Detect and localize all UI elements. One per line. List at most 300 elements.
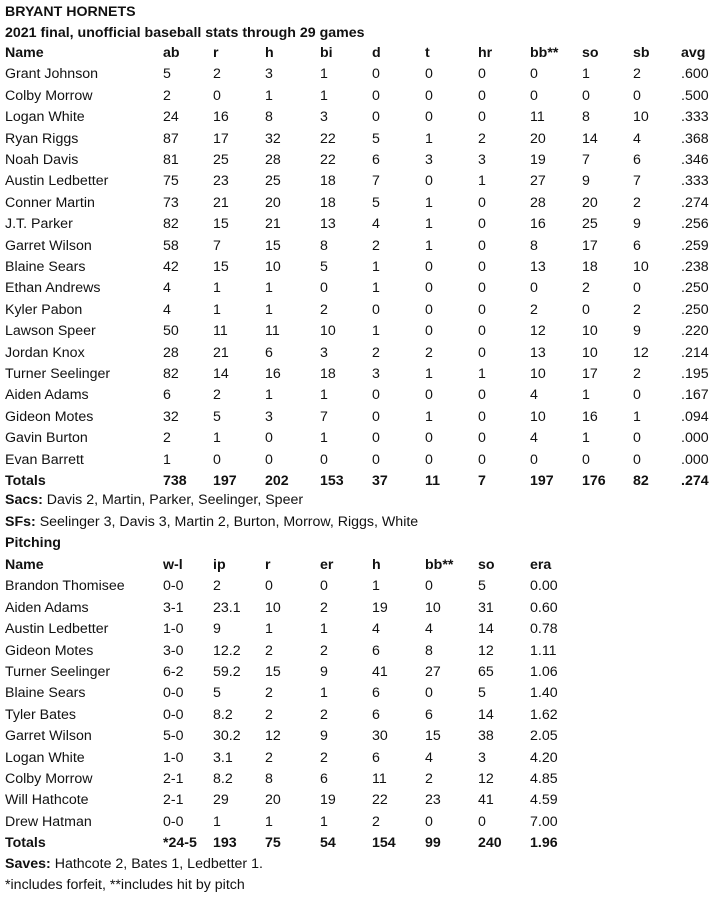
batting-cell: 0 — [478, 194, 486, 211]
pitching-cell: 2 — [265, 706, 273, 723]
batting-cell: .346 — [681, 152, 709, 168]
pitching-cell: 8 — [425, 642, 433, 659]
batting-cell: .259 — [681, 237, 709, 254]
pitching-cell: 2 — [372, 813, 380, 830]
batting-cell: .256 — [681, 216, 709, 233]
pitching-cell: Garret Wilson — [5, 728, 92, 745]
batting-cell: 1 — [478, 173, 486, 190]
batting-cell: 0 — [633, 451, 641, 468]
batting-column-header: avg — [681, 45, 706, 61]
batting-cell: Conner Martin — [5, 194, 95, 211]
batting-cell: 0 — [425, 173, 433, 190]
batting-cell: 1 — [633, 408, 641, 425]
batting-cell: 1 — [265, 387, 273, 404]
batting-cell: 1 — [425, 237, 433, 254]
pitching-cell: 4.20 — [530, 749, 558, 766]
batting-cell: 0 — [372, 451, 380, 468]
batting-cell: Aiden Adams — [5, 387, 89, 404]
batting-cell: 0 — [530, 66, 538, 83]
batting-cell: 0 — [478, 301, 486, 318]
batting-cell: 42 — [163, 259, 179, 275]
pitching-cell: 2-1 — [163, 792, 184, 809]
batting-cell: 0 — [372, 87, 380, 104]
batting-cell: 14 — [213, 366, 229, 382]
batting-cell: 9 — [582, 173, 590, 190]
pitching-cell: 1.96 — [530, 835, 558, 852]
pitching-cell: Turner Seelinger — [5, 664, 111, 680]
batting-cell: Ethan Andrews — [5, 280, 101, 297]
batting-cell: .195 — [681, 366, 709, 382]
pitching-cell: Aiden Adams — [5, 599, 89, 616]
batting-cell: Totals — [5, 473, 46, 489]
batting-cell: 2 — [425, 344, 433, 361]
batting-row — [0, 385, 725, 406]
pitching-cell: 75 — [265, 835, 281, 852]
batting-cell: 20 — [582, 194, 598, 211]
pitching-row — [0, 790, 725, 811]
batting-cell: 1 — [320, 430, 328, 447]
batting-cell: 21 — [213, 194, 229, 211]
batting-cell: 0 — [265, 451, 273, 468]
batting-cell: 13 — [530, 344, 546, 361]
pitching-cell: 12 — [265, 728, 281, 745]
pitching-column-header: w-l — [163, 557, 183, 573]
batting-cell: 28 — [163, 344, 179, 361]
pitching-row — [0, 683, 725, 704]
batting-row — [0, 193, 725, 214]
pitching-cell: 0-0 — [163, 706, 184, 723]
pitching-cell: 22 — [372, 792, 388, 809]
pitching-cell: 23 — [425, 792, 441, 809]
batting-cell: 4 — [163, 301, 171, 318]
pitching-cell: 2 — [320, 749, 328, 766]
pitching-cell: 8.2 — [213, 771, 233, 787]
pitching-cell: 4 — [425, 749, 433, 766]
team-title: BRYANT HORNETS — [5, 4, 136, 20]
batting-cell: 5 — [372, 194, 380, 211]
batting-cell: 73 — [163, 194, 179, 211]
batting-cell: 0 — [478, 408, 486, 425]
pitching-cell: 2 — [265, 642, 273, 659]
batting-cell: Colby Morrow — [5, 87, 93, 104]
pitching-cell: 6 — [372, 749, 380, 766]
batting-cell: 8 — [320, 237, 328, 254]
batting-cell: 19 — [530, 152, 546, 168]
batting-cell: .250 — [681, 280, 709, 297]
batting-cell: 27 — [530, 173, 546, 190]
batting-cell: 3 — [372, 366, 380, 382]
batting-cell: 0 — [372, 109, 380, 126]
batting-cell: 3 — [265, 408, 273, 425]
pitching-cell: Totals — [5, 835, 46, 852]
batting-cell: Gavin Burton — [5, 430, 88, 447]
batting-cell: 6 — [633, 152, 641, 168]
pitching-cell: 15 — [425, 728, 441, 745]
batting-cell: 1 — [425, 130, 433, 147]
batting-cell: 0 — [265, 430, 273, 447]
pitching-column-header: er — [320, 557, 334, 573]
batting-cell: 16 — [213, 109, 229, 126]
batting-cell: 0 — [372, 387, 380, 404]
pitching-cell: 65 — [478, 664, 494, 680]
batting-cell: 7 — [372, 173, 380, 190]
batting-cell: 0 — [633, 87, 641, 104]
pitching-cell: 5 — [213, 685, 221, 702]
batting-cell: 197 — [213, 473, 237, 489]
batting-cell: 7 — [320, 408, 328, 425]
pitching-row — [0, 662, 725, 683]
batting-cell: 11 — [265, 323, 280, 340]
batting-cell: 0 — [478, 280, 486, 297]
batting-cell: 5 — [213, 408, 221, 425]
batting-cell: 2 — [633, 301, 641, 318]
batting-cell: 0 — [530, 280, 538, 297]
sacs-note — [5, 490, 303, 511]
batting-cell: 0 — [478, 323, 486, 340]
pitching-title: Pitching — [5, 535, 61, 551]
pitching-column-header: Name — [5, 557, 44, 573]
pitching-cell: 6-2 — [163, 664, 184, 680]
batting-cell: 23 — [213, 173, 229, 190]
batting-cell: 11 — [425, 473, 440, 489]
pitching-cell: 3-0 — [163, 642, 184, 659]
pitching-cell: 9 — [320, 664, 328, 680]
pitching-cell: 5-0 — [163, 728, 184, 745]
batting-cell: .238 — [681, 259, 709, 275]
pitching-row — [0, 576, 725, 597]
batting-cell: 1 — [163, 451, 171, 468]
batting-cell: .220 — [681, 323, 709, 340]
batting-cell: 12 — [530, 323, 546, 340]
batting-cell: 1 — [372, 323, 380, 340]
batting-cell: 0 — [425, 66, 433, 83]
batting-cell: Jordan Knox — [5, 344, 85, 361]
pitching-cell: 3.1 — [213, 749, 233, 766]
batting-cell: 17 — [582, 237, 598, 254]
pitching-totals-row — [0, 833, 725, 854]
batting-cell: 7 — [478, 473, 486, 489]
batting-cell: 13 — [530, 259, 546, 275]
pitching-cell: Brandon Thomisee — [5, 578, 125, 595]
batting-cell: Blaine Sears — [5, 259, 86, 275]
pitching-cell: 0 — [320, 578, 328, 595]
batting-cell: 3 — [320, 109, 328, 126]
batting-row — [0, 64, 725, 85]
batting-cell: 10 — [582, 344, 598, 361]
batting-cell: 20 — [265, 194, 281, 211]
batting-cell: 82 — [163, 216, 179, 233]
pitching-cell: 2 — [320, 706, 328, 723]
batting-cell: 12 — [633, 344, 649, 361]
batting-column-header: t — [425, 45, 430, 61]
batting-cell: 0 — [478, 87, 486, 104]
pitching-cell: 1.11 — [530, 642, 557, 659]
batting-cell: 0 — [633, 280, 641, 297]
batting-cell: 0 — [425, 323, 433, 340]
batting-cell: 2 — [320, 301, 328, 318]
batting-cell: 1 — [213, 301, 221, 318]
batting-column-header: d — [372, 45, 381, 61]
batting-cell: 3 — [425, 152, 433, 168]
batting-cell: 82 — [163, 366, 179, 382]
pitching-cell: 1 — [372, 578, 380, 595]
batting-cell: 176 — [582, 473, 606, 489]
batting-cell: Garret Wilson — [5, 237, 92, 254]
batting-cell: Grant Johnson — [5, 66, 99, 83]
batting-cell: 2 — [372, 237, 380, 254]
batting-cell: 25 — [213, 152, 229, 168]
batting-cell: 0 — [633, 387, 641, 404]
pitching-row — [0, 641, 725, 662]
batting-cell: 153 — [320, 473, 344, 489]
pitching-cell: 4 — [425, 621, 433, 638]
pitching-cell: 12.2 — [213, 642, 241, 659]
batting-cell: 15 — [265, 237, 281, 254]
pitching-cell: 54 — [320, 835, 336, 852]
pitching-cell: 10 — [265, 599, 281, 616]
batting-cell: Ryan Riggs — [5, 130, 79, 147]
batting-cell: 22 — [320, 130, 336, 147]
batting-cell: 1 — [478, 366, 486, 382]
batting-cell: 202 — [265, 473, 289, 489]
pitching-cell: 1 — [320, 621, 328, 638]
pitching-cell: 0-0 — [163, 578, 184, 595]
batting-cell: 17 — [213, 130, 229, 147]
batting-cell: 2 — [478, 130, 486, 147]
sfs-note — [5, 512, 418, 533]
batting-row — [0, 450, 725, 471]
batting-cell: 6 — [372, 152, 380, 168]
pitching-cell: Drew Hatman — [5, 813, 92, 830]
batting-cell: J.T. Parker — [5, 216, 73, 233]
batting-cell: 0 — [320, 280, 328, 297]
batting-cell: 10 — [265, 259, 281, 275]
batting-cell: Evan Barrett — [5, 451, 84, 468]
batting-cell: .167 — [681, 387, 709, 404]
batting-cell: .094 — [681, 408, 709, 425]
pitching-cell: 0 — [425, 685, 433, 702]
pitching-cell: 9 — [320, 728, 328, 745]
batting-cell: 2 — [633, 66, 641, 83]
batting-cell: 0 — [582, 87, 590, 104]
batting-row — [0, 364, 725, 385]
batting-cell: 22 — [320, 152, 336, 168]
batting-cell: .333 — [681, 173, 709, 190]
batting-cell: 7 — [633, 173, 641, 190]
batting-cell: 10 — [530, 408, 546, 425]
pitching-cell: 1 — [265, 621, 273, 638]
batting-cell: 1 — [372, 280, 380, 297]
batting-cell: 75 — [163, 173, 179, 190]
batting-cell: 7 — [213, 237, 221, 254]
footnote: *includes forfeit, **includes hit by pitch — [5, 877, 245, 893]
batting-cell: 0 — [425, 451, 433, 468]
pitching-cell: 6 — [372, 706, 380, 723]
batting-cell: .368 — [681, 130, 709, 147]
batting-cell: Logan White — [5, 109, 85, 126]
pitching-cell: 5 — [478, 578, 486, 595]
batting-column-header: sb — [633, 45, 650, 61]
sfs-label: SFs: — [5, 514, 36, 530]
batting-cell: 20 — [530, 130, 546, 147]
batting-cell: 1 — [213, 280, 221, 297]
batting-cell: 0 — [530, 87, 538, 104]
pitching-column-header: bb** — [425, 557, 454, 573]
pitching-cell: 12 — [478, 771, 494, 787]
batting-cell: 0 — [478, 430, 486, 447]
pitching-cell: Gideon Motes — [5, 642, 94, 659]
batting-row — [0, 129, 725, 150]
batting-cell: 82 — [633, 473, 649, 489]
batting-cell: .500 — [681, 87, 709, 104]
batting-cell: 0 — [425, 109, 433, 126]
pitching-cell: 9 — [213, 621, 221, 638]
batting-cell: 3 — [478, 152, 486, 168]
saves-label: Saves: — [5, 856, 51, 872]
batting-cell: 1 — [320, 66, 328, 83]
batting-column-header: r — [213, 45, 219, 61]
pitching-cell: 19 — [320, 792, 336, 809]
pitching-row — [0, 598, 725, 619]
pitching-cell: Colby Morrow — [5, 771, 93, 787]
batting-cell: 0 — [478, 216, 486, 233]
batting-cell: 4 — [633, 130, 641, 147]
pitching-cell: 99 — [425, 835, 441, 852]
batting-cell: 4 — [163, 280, 171, 297]
pitching-cell: 240 — [478, 835, 502, 852]
batting-cell: Austin Ledbetter — [5, 173, 109, 190]
batting-cell: 58 — [163, 237, 179, 254]
batting-cell: 17 — [582, 366, 598, 382]
pitching-row — [0, 812, 725, 833]
season-subtitle: 2021 final, unofficial baseball stats through 29 games — [5, 25, 365, 41]
pitching-row — [0, 619, 725, 640]
batting-cell: .333 — [681, 109, 709, 126]
pitching-cell: 6 — [320, 771, 328, 787]
pitching-cell: 1.40 — [530, 685, 558, 702]
pitching-cell: 6 — [425, 706, 433, 723]
batting-cell: Turner Seelinger — [5, 366, 111, 382]
pitching-cell: 41 — [372, 664, 388, 680]
pitching-column-header: r — [265, 557, 271, 573]
batting-cell: 50 — [163, 323, 179, 340]
batting-cell: 0 — [425, 387, 433, 404]
pitching-cell: 2.05 — [530, 728, 558, 745]
batting-cell: 0 — [425, 87, 433, 104]
batting-cell: 5 — [372, 130, 380, 147]
pitching-column-header: so — [478, 557, 495, 573]
pitching-cell: 1 — [213, 813, 221, 830]
sacs-text: Davis 2, Martin, Parker, Seelinger, Speer — [42, 492, 304, 508]
batting-cell: 6 — [265, 344, 273, 361]
batting-cell: 3 — [320, 344, 328, 361]
batting-cell: 16 — [265, 366, 281, 382]
batting-cell: 2 — [582, 280, 590, 297]
batting-cell: 1 — [372, 259, 380, 275]
pitching-cell: Blaine Sears — [5, 685, 86, 702]
batting-row — [0, 86, 725, 107]
pitching-cell: 10 — [425, 599, 441, 616]
batting-cell: 0 — [478, 237, 486, 254]
batting-cell: 18 — [320, 173, 336, 190]
pitching-cell: 19 — [372, 599, 388, 616]
batting-totals-row — [0, 471, 725, 492]
batting-cell: 0 — [478, 344, 486, 361]
batting-cell: .250 — [681, 301, 709, 318]
batting-cell: .000 — [681, 430, 709, 447]
batting-cell: 0 — [478, 451, 486, 468]
batting-cell: 21 — [213, 344, 229, 361]
pitching-cell: 2-1 — [163, 771, 184, 787]
batting-cell: 1 — [425, 194, 433, 211]
batting-cell: 2 — [163, 430, 171, 447]
pitching-cell: 1-0 — [163, 749, 184, 766]
batting-cell: 14 — [582, 130, 598, 147]
pitching-cell: 38 — [478, 728, 494, 745]
pitching-header-row — [0, 555, 725, 576]
batting-cell: Gideon Motes — [5, 408, 94, 425]
batting-row — [0, 257, 725, 278]
batting-cell: 0 — [530, 451, 538, 468]
batting-cell: 0 — [478, 259, 486, 275]
pitching-cell: 2 — [320, 642, 328, 659]
batting-cell: 0 — [372, 430, 380, 447]
pitching-cell: 30.2 — [213, 728, 241, 745]
batting-cell: 0 — [213, 451, 221, 468]
batting-row — [0, 300, 725, 321]
pitching-cell: 11 — [372, 771, 387, 787]
batting-cell: 87 — [163, 130, 179, 147]
sfs-text: Seelinger 3, Davis 3, Martin 2, Burton, Morrow, Riggs, White — [35, 514, 419, 530]
pitching-row — [0, 726, 725, 747]
batting-row — [0, 150, 725, 171]
pitching-cell: 0 — [425, 813, 433, 830]
pitching-cell: 1 — [320, 813, 328, 830]
batting-cell: 1 — [213, 430, 221, 447]
batting-cell: 21 — [265, 216, 281, 233]
batting-cell: 37 — [372, 473, 388, 489]
saves-note — [5, 854, 263, 875]
batting-cell: 1 — [265, 87, 273, 104]
batting-cell: 16 — [582, 408, 598, 425]
batting-row — [0, 343, 725, 364]
batting-cell: 2 — [372, 344, 380, 361]
batting-cell: 0 — [425, 301, 433, 318]
pitching-cell: Austin Ledbetter — [5, 621, 109, 638]
batting-column-header: bb** — [530, 45, 559, 61]
pitching-row — [0, 769, 725, 790]
pitching-cell: 2 — [213, 578, 221, 595]
pitching-cell: 1 — [320, 685, 328, 702]
batting-cell: 0 — [425, 430, 433, 447]
pitching-cell: 8.2 — [213, 706, 233, 723]
pitching-cell: 5 — [478, 685, 486, 702]
batting-cell: 0 — [213, 87, 221, 104]
batting-cell: 13 — [320, 216, 336, 233]
pitching-cell: 1.62 — [530, 706, 558, 723]
pitching-cell: 4.59 — [530, 792, 558, 809]
batting-cell: 25 — [265, 173, 281, 190]
batting-cell: 2 — [213, 387, 221, 404]
batting-cell: 9 — [633, 216, 641, 233]
pitching-cell: 30 — [372, 728, 388, 745]
batting-cell: 25 — [582, 216, 598, 233]
pitching-cell: 0-0 — [163, 813, 184, 830]
batting-cell: 18 — [320, 194, 336, 211]
batting-column-header: ab — [163, 45, 180, 61]
batting-cell: Lawson Speer — [5, 323, 96, 340]
batting-column-header: Name — [5, 45, 44, 61]
